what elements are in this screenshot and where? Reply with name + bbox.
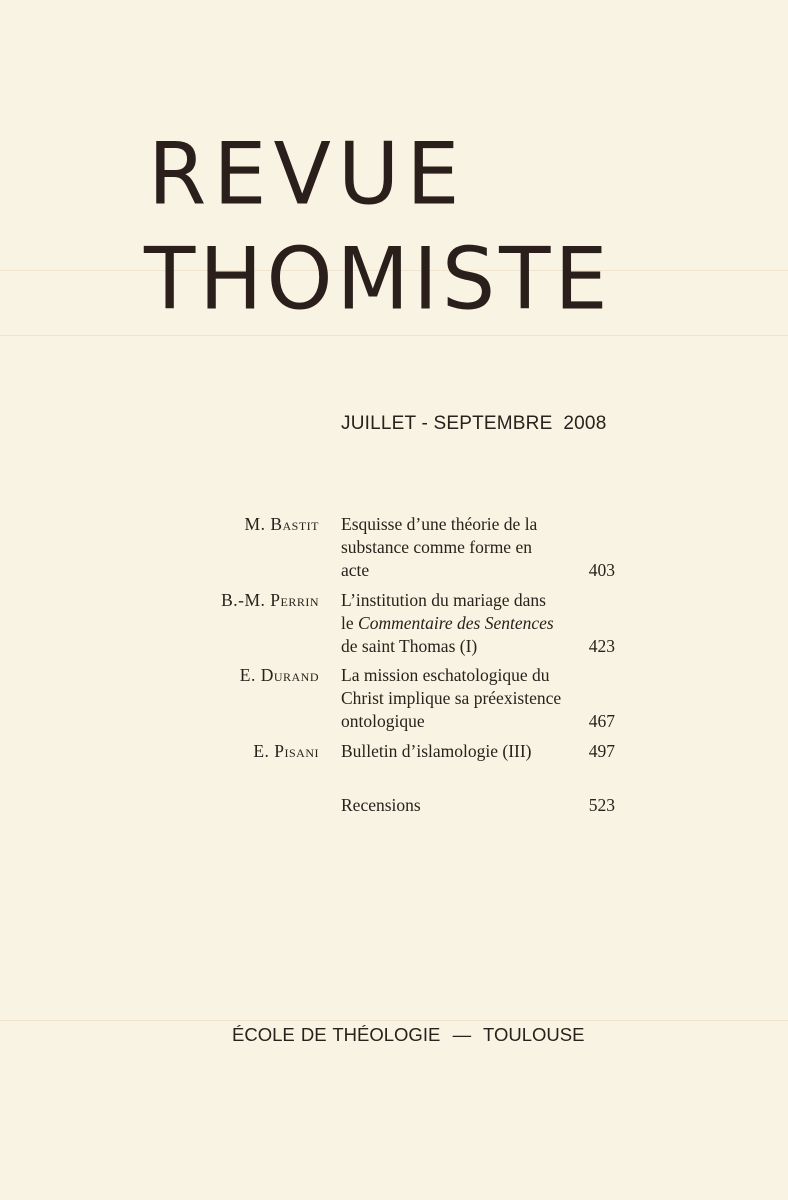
title-text: ontologique — [341, 711, 425, 731]
paper-streak — [0, 335, 788, 336]
toc-article-title — [341, 740, 571, 763]
toc-title-line — [341, 536, 571, 559]
toc-page-number: 523 — [588, 795, 615, 815]
toc-title-line — [341, 664, 571, 687]
toc-title-line — [341, 740, 571, 763]
paper-streak — [0, 1020, 788, 1021]
publisher-footer: ÉCOLE DE THÉOLOGIE — TOULOUSE — [232, 1024, 585, 1045]
toc-page-number: 497 — [588, 741, 615, 761]
toc-title-line — [341, 513, 571, 536]
toc-title-line — [341, 710, 571, 733]
italic-work-title: Commentaire des Sentences — [358, 613, 554, 633]
title-text: le — [341, 613, 359, 633]
toc-author: B.-M. Perrin — [221, 590, 319, 610]
title-text: Bulletin d’islamologie (III) — [341, 741, 532, 761]
toc-page-number: 403 — [588, 560, 615, 580]
toc-title-line — [341, 589, 571, 612]
toc-article-title — [341, 589, 571, 658]
title-text: de saint Thomas (I) — [341, 636, 478, 656]
title-text: La mission eschatologique du — [341, 665, 550, 685]
title-text: Recensions — [341, 795, 421, 815]
toc-author: E. Pisani — [253, 741, 319, 761]
journal-title-line1: REVUE — [148, 124, 467, 224]
journal-title-line2: THOMISTE — [144, 229, 612, 329]
title-text: acte — [341, 560, 370, 580]
title-text: Christ implique sa préexistence — [341, 688, 562, 708]
title-text: substance comme forme en — [341, 537, 532, 557]
toc-page-number: 467 — [588, 711, 615, 731]
issue-date: JUILLET - SEPTEMBRE 2008 — [341, 413, 607, 434]
toc-title-line — [341, 612, 571, 635]
toc-article-title — [341, 794, 571, 817]
toc-article-title — [341, 664, 571, 733]
toc-article-title — [341, 513, 571, 582]
toc-title-line — [341, 794, 571, 817]
toc-title-line — [341, 687, 571, 710]
title-text: L’institution du mariage dans — [341, 590, 546, 610]
toc-page-number: 423 — [588, 636, 615, 656]
toc-author: M. Bastit — [244, 514, 319, 534]
toc-author: E. Durand — [239, 665, 319, 685]
toc-title-line — [341, 635, 571, 658]
toc-title-line — [341, 559, 571, 582]
title-text: Esquisse d’une théorie de la — [341, 514, 538, 534]
